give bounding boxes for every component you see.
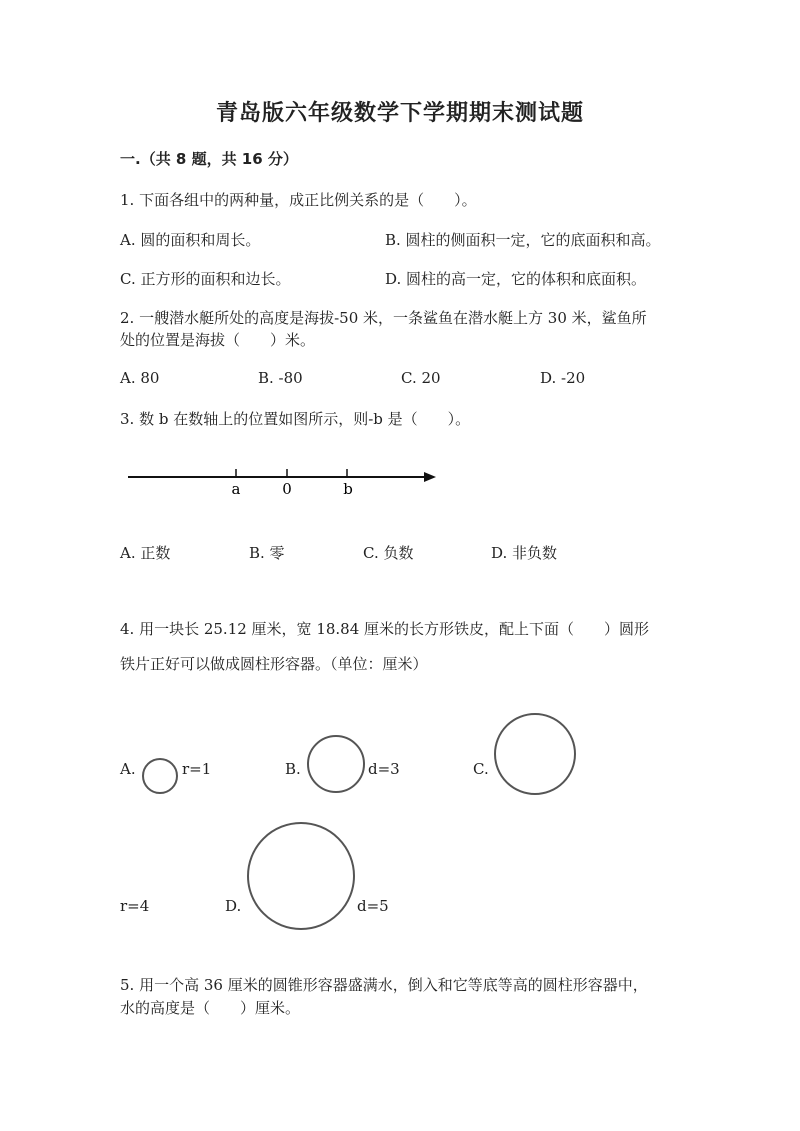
question-1-option-c: C. 正方形的面积和边长。 <box>120 270 291 288</box>
question-2-option-c: C. 20 <box>401 369 441 387</box>
question-3-stem: 3. 数 b 在数轴上的位置如图所示，则-b 是（ ）。 <box>120 410 471 428</box>
question-5-stem-line-1: 5. 用一个高 36 厘米的圆锥形容器盛满水，倒入和它等底等高的圆柱形容器中， <box>120 976 648 994</box>
question-1-option-b: B. 圆柱的侧面积一定，它的底面积和高。 <box>385 231 661 249</box>
number-line <box>128 469 436 498</box>
question-4-option-d-letter: D. <box>225 897 242 915</box>
circle-option-b <box>308 736 364 792</box>
question-3-option-d: D. 非负数 <box>491 544 558 562</box>
label-a: a <box>231 480 241 498</box>
page-title: 青岛版六年级数学下学期期末测试题 <box>215 101 584 126</box>
label-zero: 0 <box>282 480 292 498</box>
question-2-stem-line-1: 2. 一艘潜水艇所处的高度是海拔-50 米，一条鲨鱼在潜水艇上方 30 米，鲨鱼所 <box>120 309 647 327</box>
circle-option-a <box>143 759 177 793</box>
question-4-option-c-letter: C. <box>473 760 489 778</box>
question-2-stem-line-2: 处的位置是海拔（ ）米。 <box>120 331 316 349</box>
circle-option-d <box>248 823 354 929</box>
section-heading: 一.（共 8 题，共 16 分） <box>120 150 298 168</box>
question-5-stem-line-2: 水的高度是（ ）厘米。 <box>120 999 301 1017</box>
question-4-option-a-label: r=1 <box>182 760 212 778</box>
number-line-arrow-icon <box>424 472 436 482</box>
question-4-stem-line-1: 4. 用一块长 25.12 厘米，宽 18.84 厘米的长方形铁皮，配上下面（ ）圆形 <box>120 620 650 638</box>
question-2-option-d: D. -20 <box>540 369 586 387</box>
question-3-option-b: B. 零 <box>249 544 285 562</box>
question-4-extra-label: r=4 <box>120 897 150 915</box>
question-1-option-a: A. 圆的面积和周长。 <box>120 231 261 249</box>
question-1-option-d: D. 圆柱的高一定，它的体积和底面积。 <box>385 270 647 288</box>
question-4-option-d-label: d=5 <box>357 897 389 915</box>
question-4-option-b-label: d=3 <box>368 760 400 778</box>
question-3-option-a: A. 正数 <box>120 544 171 562</box>
question-4-stem-line-2: 铁片正好可以做成圆柱形容器。（单位：厘米） <box>120 655 428 673</box>
question-3-option-c: C. 负数 <box>363 544 414 562</box>
question-1-stem: 1. 下面各组中的两种量，成正比例关系的是（ ）。 <box>120 191 477 209</box>
question-4-option-a-letter: A. <box>120 760 136 778</box>
circle-option-c <box>495 714 575 794</box>
question-4-option-b-letter: B. <box>285 760 301 778</box>
label-b: b <box>343 480 353 498</box>
question-2-option-a: A. 80 <box>120 369 160 387</box>
question-2-option-b: B. -80 <box>258 369 303 387</box>
